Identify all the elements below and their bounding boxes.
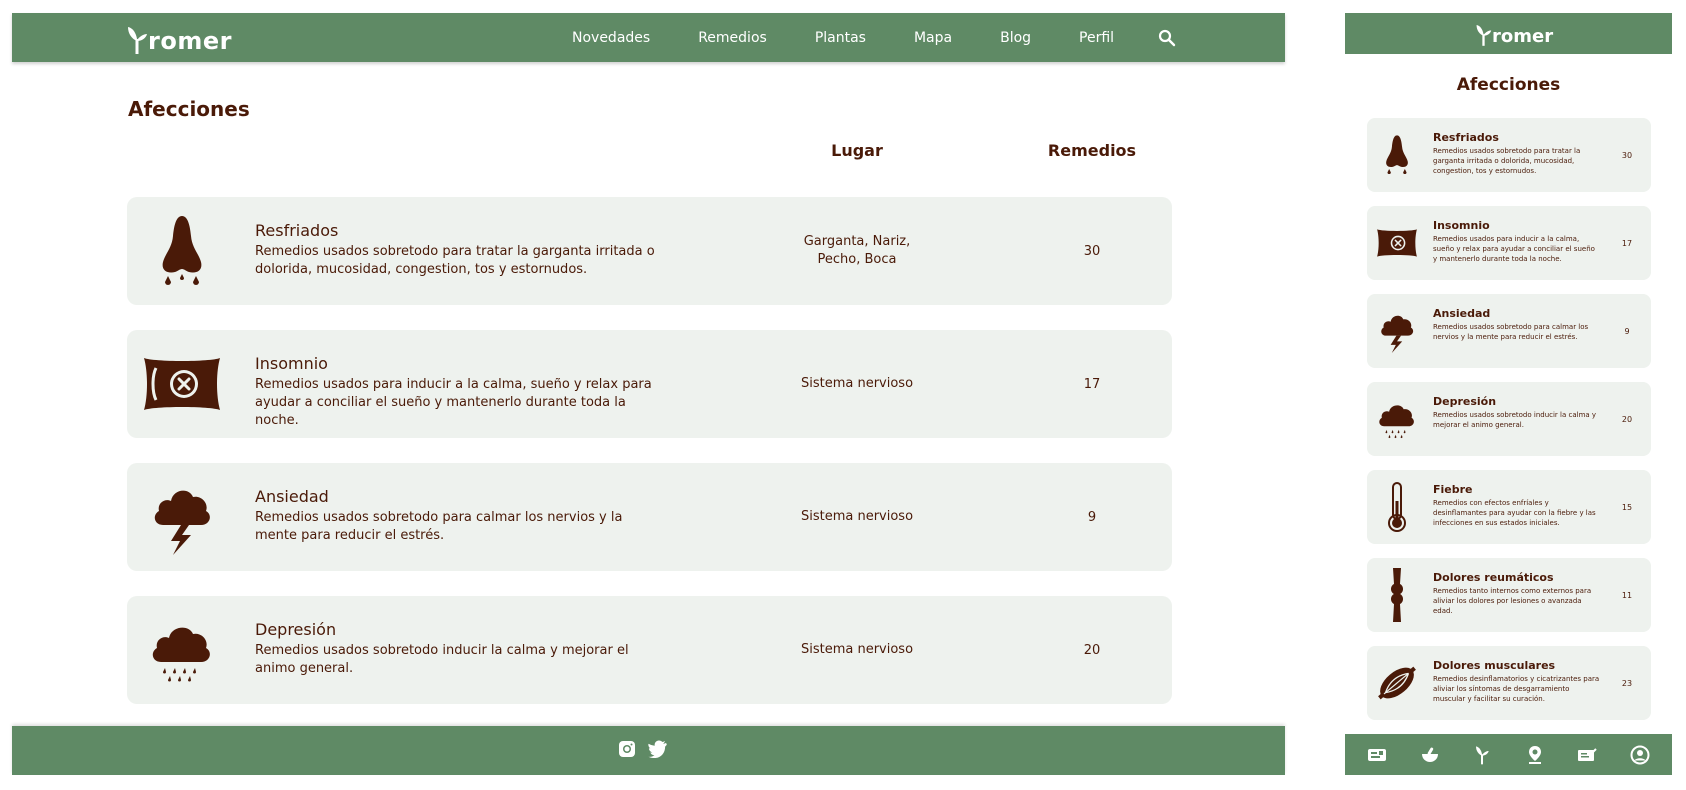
afeccion-card-resfriados[interactable] xyxy=(1367,118,1651,192)
afeccion-card-ansiedad[interactable] xyxy=(127,463,1172,571)
page-title: Afecciones xyxy=(128,97,250,121)
afeccion-remedios-count: 9 xyxy=(1087,509,1097,525)
search-icon[interactable] xyxy=(1158,29,1176,47)
afeccion-desc: Remedios usados sobretodo inducir la calma y mejorar el animo general. xyxy=(1433,411,1597,429)
nav-plantas[interactable]: Plantas xyxy=(814,29,866,46)
afeccion-card-ansiedad[interactable] xyxy=(1367,294,1651,368)
afeccion-card-dolores-musculares[interactable] xyxy=(1367,646,1651,720)
thermometer-icon xyxy=(1373,476,1421,538)
afeccion-desc: Remedios usados para inducir a la calma, sueño y relax para ayudar a conciliar el sueño y mantenerlo durante toda la noche. xyxy=(1433,235,1595,263)
afeccion-desc: Remedios desinflamatorios y cicatrizantes para aliviar los síntomas de desgarramiento muscular y facilitar su curación. xyxy=(1433,675,1600,703)
afeccion-remedios-count: 15 xyxy=(1621,502,1633,512)
afeccion-desc: Remedios tanto internos como externos para aliviar los dolores por lesiones o avanzada edad. xyxy=(1433,587,1592,615)
afeccion-remedios-count: 11 xyxy=(1621,590,1633,600)
afeccion-remedios-count: 30 xyxy=(1621,150,1633,160)
nav-novedades[interactable]: Novedades xyxy=(572,29,651,46)
pillow-icon xyxy=(137,340,227,428)
storm-cloud-icon xyxy=(1373,300,1421,362)
mobile-header xyxy=(1345,13,1672,54)
sprout-icon[interactable] xyxy=(1470,743,1494,767)
afeccion-card-depresion[interactable] xyxy=(127,596,1172,704)
afeccion-lugar: Sistema nervioso xyxy=(800,376,914,391)
afeccion-desc: Remedios usados sobretodo para tratar la garganta irritada o dolorida, mucosidad, congestion, tos y estornudos. xyxy=(255,244,655,277)
mortar-icon[interactable] xyxy=(1418,743,1442,767)
desktop-view xyxy=(12,13,1285,775)
afeccion-name: Dolores reumáticos xyxy=(1433,571,1554,584)
column-header-remedios: Remedios xyxy=(1047,141,1137,160)
afeccion-name: Insomnio xyxy=(1433,219,1490,232)
afeccion-remedios-count: 30 xyxy=(1083,243,1101,259)
page-title: Afecciones xyxy=(1456,75,1561,95)
twitter-icon[interactable] xyxy=(648,740,668,758)
mobile-tabbar xyxy=(1345,734,1672,775)
afeccion-name: Dolores musculares xyxy=(1433,659,1556,672)
map-pin-icon[interactable] xyxy=(1523,743,1547,767)
main-nav xyxy=(572,13,1176,62)
nav-blog[interactable]: Blog xyxy=(1000,29,1032,46)
top-navbar xyxy=(12,13,1285,62)
muscle-icon xyxy=(1373,652,1421,714)
storm-cloud-icon xyxy=(137,473,227,561)
afeccion-remedios-count: 17 xyxy=(1621,238,1633,248)
afeccion-lugar: Sistema nervioso xyxy=(800,509,914,524)
afeccion-lugar: Sistema nervioso xyxy=(800,642,914,657)
footer xyxy=(12,726,1285,775)
rain-cloud-icon xyxy=(137,606,227,694)
afeccion-name: Ansiedad xyxy=(255,487,329,506)
afeccion-remedios-count: 9 xyxy=(1624,326,1630,336)
afeccion-name: Depresión xyxy=(1433,395,1497,408)
afeccion-name: Fiebre xyxy=(1433,483,1473,496)
afeccion-name: Depresión xyxy=(255,620,337,639)
afeccion-desc: Remedios usados sobretodo para tratar la garganta irritada o dolorida, mucosidad, congestion, tos y estornudos. xyxy=(1433,147,1581,175)
brand-logo[interactable] xyxy=(1475,19,1553,47)
afeccion-remedios-count: 23 xyxy=(1621,678,1633,688)
profile-icon[interactable] xyxy=(1628,743,1652,767)
afeccion-lugar: Garganta, Nariz, Pecho, Boca xyxy=(803,234,911,267)
pillow-icon xyxy=(1373,212,1421,274)
afeccion-name: Resfriados xyxy=(1433,131,1499,144)
mobile-view xyxy=(1345,13,1672,775)
afeccion-remedios-count: 17 xyxy=(1083,376,1101,392)
nose-icon xyxy=(137,207,227,295)
nose-icon xyxy=(1373,124,1421,186)
nav-perfil[interactable]: Perfil xyxy=(1079,29,1115,46)
brand-name: romer xyxy=(1492,26,1554,47)
leaf-logo-icon xyxy=(1475,23,1492,47)
afeccion-card-insomnio[interactable] xyxy=(127,330,1172,438)
brand-name: romer xyxy=(148,27,232,55)
afeccion-card-insomnio[interactable] xyxy=(1367,206,1651,280)
afeccion-card-depresion[interactable] xyxy=(1367,382,1651,456)
rain-cloud-icon xyxy=(1373,388,1421,450)
afeccion-card-dolores-reumaticos[interactable] xyxy=(1367,558,1651,632)
column-header-lugar: Lugar xyxy=(831,141,883,160)
blog-icon[interactable] xyxy=(1575,743,1599,767)
afeccion-remedios-count: 20 xyxy=(1621,414,1633,424)
instagram-icon[interactable] xyxy=(618,740,636,758)
afeccion-remedios-count: 20 xyxy=(1083,642,1101,658)
afeccion-desc: Remedios usados sobretodo para calmar los nervios y la mente para reducir el estrés. xyxy=(1433,323,1589,341)
afeccion-name: Resfriados xyxy=(255,221,339,240)
afeccion-card-resfriados[interactable] xyxy=(127,197,1172,305)
nav-mapa[interactable]: Mapa xyxy=(913,29,953,46)
social-links xyxy=(618,740,668,758)
afeccion-desc: Remedios con efectos enfríales y desinflamantes para ayudar con la fiebre y las infecciones en sus estados iniciales. xyxy=(1433,499,1596,527)
brand-logo[interactable] xyxy=(126,19,232,55)
nav-remedios[interactable]: Remedios xyxy=(698,29,767,46)
afeccion-name: Ansiedad xyxy=(1433,307,1491,320)
afeccion-name: Insomnio xyxy=(255,354,328,373)
afeccion-desc: Remedios usados sobretodo inducir la calma y mejorar el animo general. xyxy=(255,643,629,676)
afeccion-desc: Remedios usados para inducir a la calma, sueño y relax para ayudar a conciliar el sueño y mantenerlo durante toda la noche. xyxy=(255,377,652,428)
leaf-logo-icon xyxy=(126,25,148,55)
afeccion-card-fiebre[interactable] xyxy=(1367,470,1651,544)
knee-joint-icon xyxy=(1373,564,1421,626)
news-icon[interactable] xyxy=(1365,743,1389,767)
afeccion-desc: Remedios usados sobretodo para calmar los nervios y la mente para reducir el estrés. xyxy=(255,510,623,543)
